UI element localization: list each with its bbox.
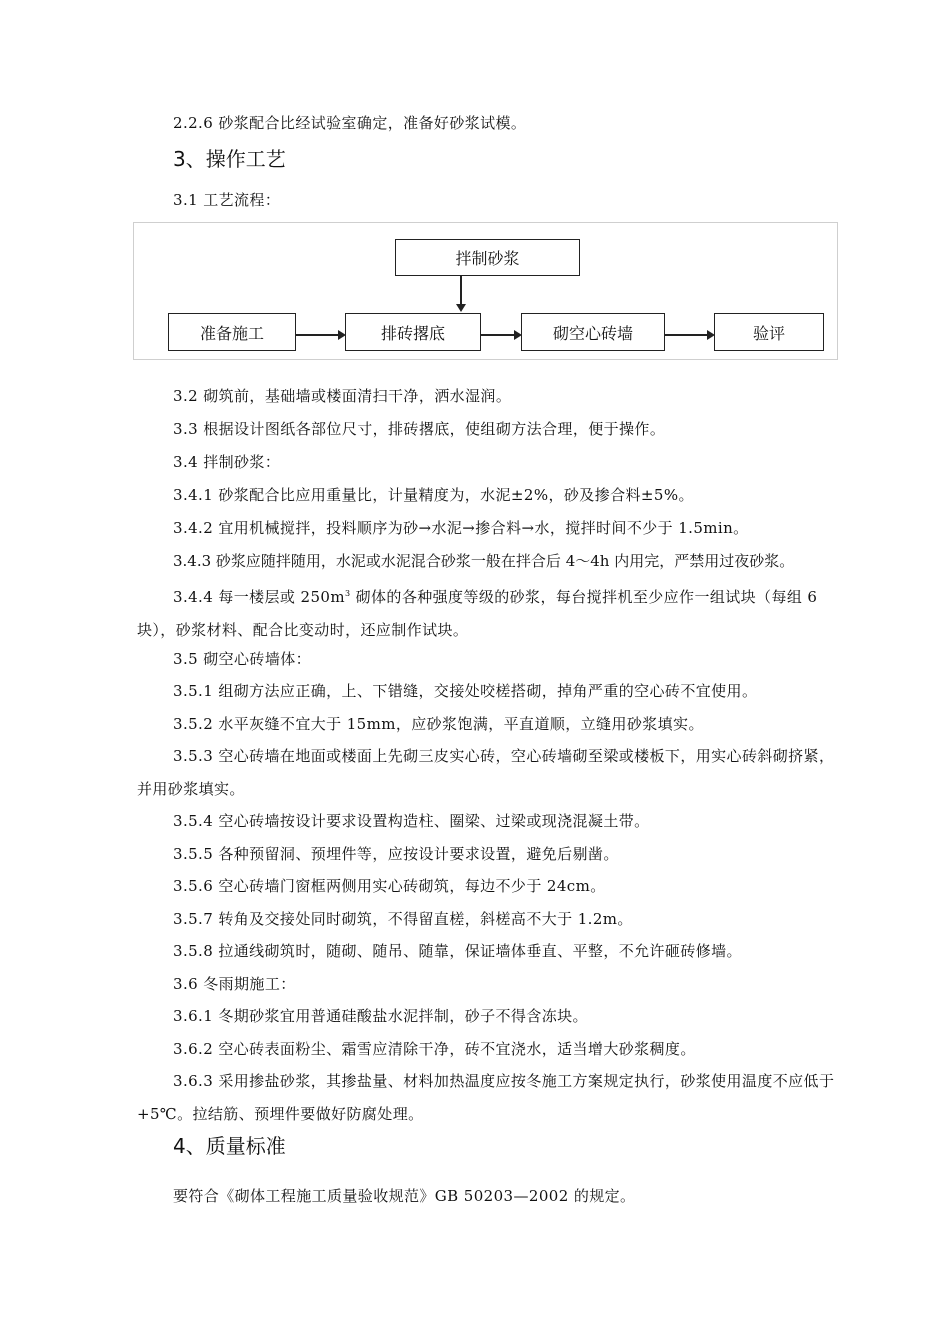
para-3-5-5: 3.5.5 各种预留洞、预埋件等，应按设计要求设置，避免后剔凿。 [173, 845, 619, 863]
para-3-5-4: 3.5.4 空心砖墙按设计要求设置构造柱、圈梁、过梁或现浇混凝土带。 [173, 812, 650, 830]
para-3-5-3: 3.5.3 空心砖墙在地面或楼面上先砌三皮实心砖，空心砖墙砌至梁或楼板下，用实心砖斜砌挤紧，并用砂浆填实。 [137, 747, 835, 798]
para-3-6-2: 3.6.2 空心砖表面粉尘、霜雪应清除干净，砖不宜浇水，适当增大砂浆稠度。 [173, 1040, 696, 1058]
para-3-6-1: 3.6.1 冬期砂浆宜用普通硅酸盐水泥拌制，砂子不得含冻块。 [173, 1007, 588, 1025]
arrow-right-2 [481, 334, 520, 336]
cubic-superscript: 3 [344, 589, 351, 598]
para-3-3: 3.3 根据设计图纸各部位尺寸，排砖撂底，使组砌方法合理，便于操作。 [173, 420, 666, 438]
section-heading-4: 4、质量标准 [173, 1134, 286, 1158]
para-4: 要符合《砌体工程施工质量验收规范》GB 50203—2002 的规定。 [173, 1187, 636, 1205]
para-3-6: 3.6 冬雨期施工： [173, 975, 296, 993]
para-3-4: 3.4 拌制砂浆： [173, 453, 281, 471]
para-3-6-3: 3.6.3 采用掺盐砂浆，其掺盐量、材料加热温度应按冬施工方案规定执行，砂浆使用温度不应低于+5℃。拉结筋、预埋件要做好防腐处理。 [137, 1072, 835, 1123]
para-3-4-1: 3.4.1 砂浆配合比应用重量比，计量精度为，水泥±2%，砂及掺合料±5%。 [173, 486, 694, 504]
flow-box-prepare: 准备施工 [168, 313, 296, 351]
para-3-4-3: 3.4.3 砂浆应随拌随用，水泥或水泥混合砂浆一般在拌合后 4～4h 内用完，严禁用过夜砂浆。 [173, 552, 795, 570]
flow-box-evaluate: 验评 [714, 313, 824, 351]
flow-box-layout: 排砖撂底 [345, 313, 481, 351]
para-3-4-4 [137, 577, 840, 647]
para-3-5: 3.5 砌空心砖墙体： [173, 650, 312, 668]
section-heading-3: 3、操作工艺 [173, 147, 286, 171]
flow-box-build-wall: 砌空心砖墙 [521, 313, 665, 351]
para-3-5-2: 3.5.2 水平灰缝不宜大于 15mm，应砂浆饱满，平直道顺，立缝用砂浆填实。 [173, 715, 704, 733]
para-3-5-6: 3.5.6 空心砖墙门窗框两侧用实心砖砌筑，每边不少于 24cm。 [173, 877, 606, 895]
para-3-5-7: 3.5.7 转角及交接处同时砌筑，不得留直槎，斜槎高不大于 1.2m。 [173, 910, 633, 928]
arrow-right-1 [296, 334, 344, 336]
para-3-2: 3.2 砌筑前，基础墙或楼面清扫干净，洒水湿润。 [173, 387, 512, 405]
para-3-5-1: 3.5.1 组砌方法应正确，上、下错缝，交接处咬槎搭砌，掉角严重的空心砖不宜使用。 [173, 682, 758, 700]
process-flow-diagram [133, 222, 838, 360]
para-3-4-4-start: 3.4.4 每一楼层或 250m [173, 588, 345, 606]
para-2-2-6: 2.2.6 砂浆配合比经试验室确定，准备好砂浆试模。 [173, 114, 527, 132]
arrow-down [460, 276, 462, 310]
para-3-5-8: 3.5.8 拉通线砌筑时，随砌、随吊、随靠，保证墙体垂直、平整，不允许砸砖修墙。 [173, 942, 742, 960]
para-3-1: 3.1 工艺流程： [173, 191, 281, 209]
para-3-4-4-rest: 砌体的各种强度等级的砂浆，每台搅拌机至少应作一组试块（每组 6 块），砂浆材料、配合比变动时，还应制作试块。 [137, 588, 818, 639]
flow-box-mix-mortar: 拌制砂浆 [395, 239, 580, 276]
para-3-4-2: 3.4.2 宜用机械搅拌，投料顺序为砂→水泥→掺合料→水，搅拌时间不少于 1.5min。 [173, 519, 749, 537]
arrow-right-3 [665, 334, 713, 336]
